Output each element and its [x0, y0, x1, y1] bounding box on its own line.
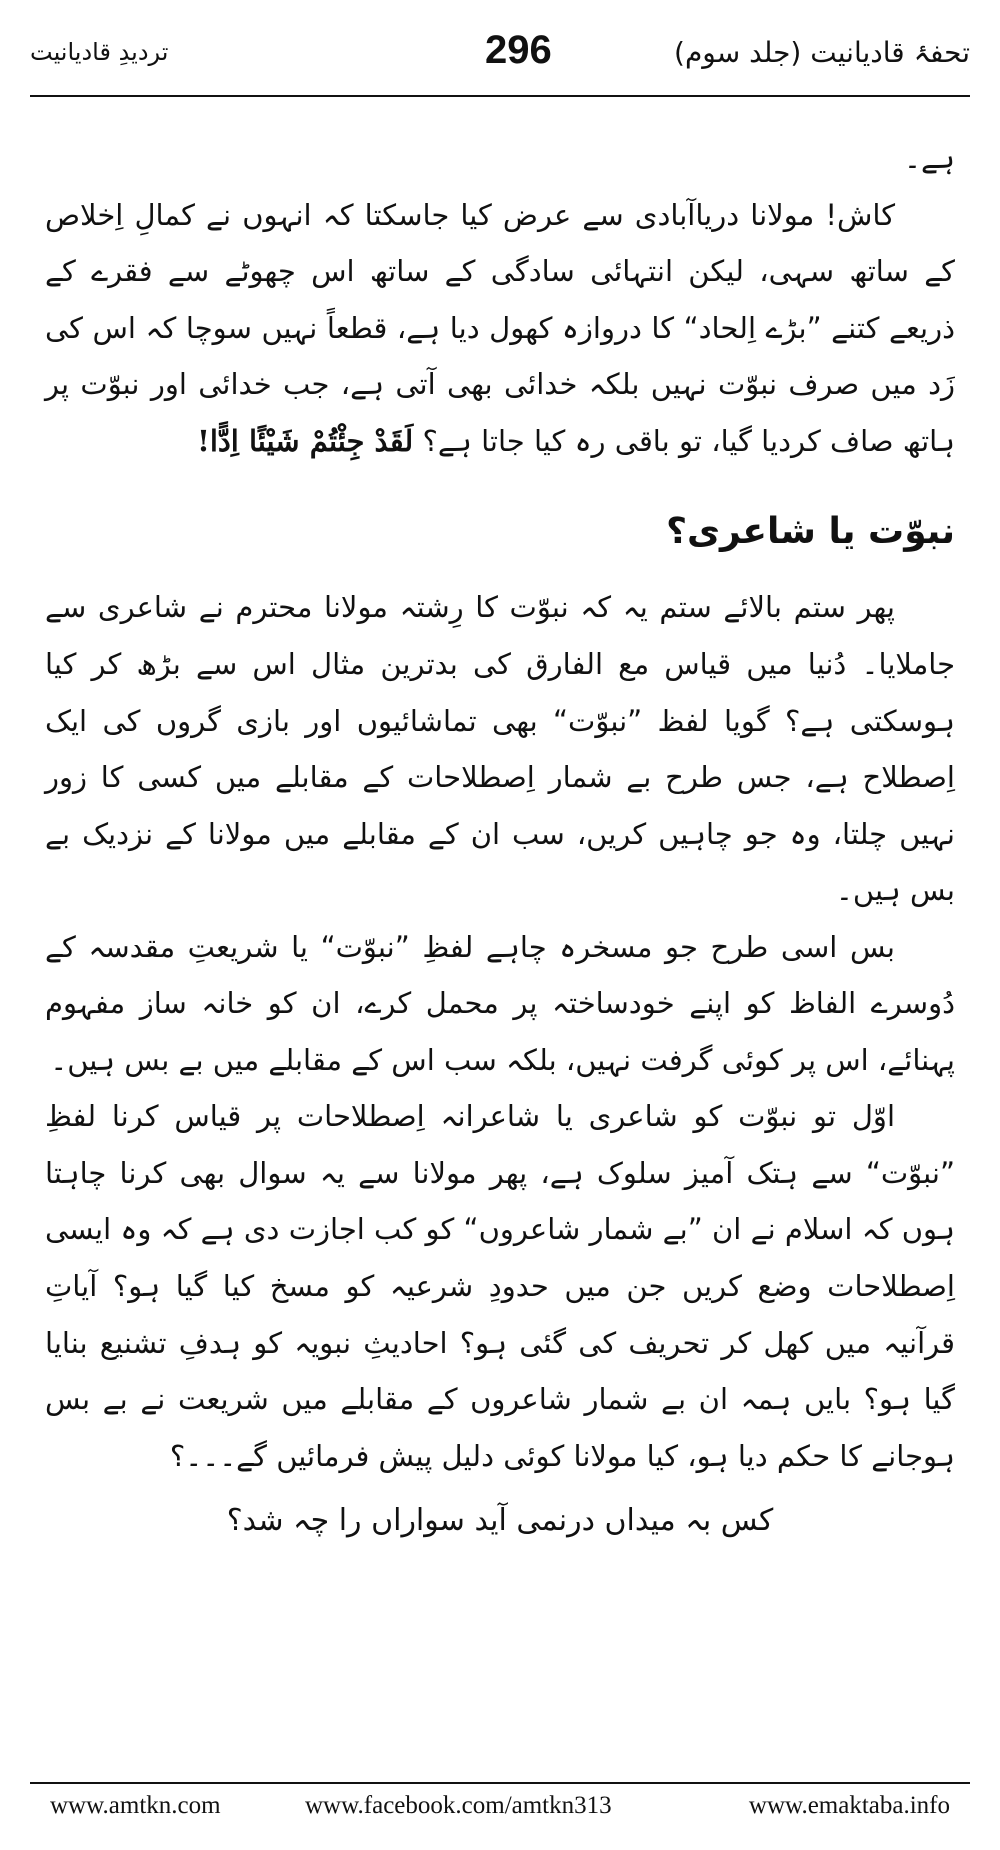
- book-title: تحفۂ قادیانیت (جلد سوم): [674, 36, 970, 69]
- paragraph-1: [45, 187, 955, 470]
- page-header: [30, 28, 970, 88]
- section-title: تردیدِ قادیانیت: [30, 38, 169, 66]
- header-divider: [30, 95, 970, 97]
- paragraph-1-text: کاش! مولانا دریاآبادی سے عرض کیا جاسکتا کہ انہوں نے کمالِ اِخلاص کے ساتھ سہی، لیکن انتہائی سادگی کے ساتھ اس چھوٹے سے فقرے کے ذریعے کتنے ”بڑے اِلحاد“ کا دروازہ کھول دیا ہے، قطعاً نہیں سوچا کہ اس کی زَد میں صرف نبوّت نہیں بلکہ خدائی بھی آتی ہے، جب خدائی اور نبوّت پر ہاتھ صاف کردیا گیا، تو باقی رہ کیا جاتا ہے؟: [45, 197, 955, 458]
- footer-link-amtkn[interactable]: www.amtkn.com: [50, 1792, 221, 1819]
- section-heading: نبوّت یا شاعری؟: [666, 511, 955, 553]
- footer-link-emaktaba[interactable]: www.emaktaba.info: [748, 1792, 950, 1819]
- paragraph-continuation: ہے۔: [904, 141, 955, 175]
- closing-verse: کس بہ میداں درنمی آید سواراں را چہ شد؟: [226, 1503, 774, 1539]
- page-number: 296: [485, 28, 552, 72]
- paragraph-2: پھر ستم بالائے ستم یہ کہ نبوّت کا رِشتہ مولانا محترم نے شاعری سے جاملایا۔ دُنیا میں قیاس مع الفارق کی بدترین مثال اس سے بڑھ کر کیا ہوسکتی ہے؟ گویا لفظ ”نبوّت“ بھی تماشائیوں اور بازی گروں کی ایک اِصطلاح ہے، جس طرح بے شمار اِصطلاحات کے مقابلے میں کسی کا زور نہیں چلتا، وہ جو چاہیں کریں، سب ان کے مقابلے میں مولانا کے نزدیک بے بس ہیں۔: [45, 590, 955, 908]
- quranic-quote: لَقَدْ جِئْتُمْ شَيْئًا اِدًّا!: [197, 423, 414, 458]
- page-footer: [50, 1792, 950, 1832]
- footer-divider: [30, 1782, 970, 1784]
- paragraph-4: اوّل تو نبوّت کو شاعری یا شاعرانہ اِصطلاحات پر قیاس کرنا لفظِ ”نبوّت“ سے ہتک آمیز سلوک ہے، پھر مولانا سے یہ سوال بھی کرنا چاہتا ہوں کہ اسلام نے ان ”بے شمار شاعروں“ کو کب اجازت دی ہے کہ وہ ایسی اِصطلاحات وضع کریں جن میں حدودِ شرعیہ کو مسخ کیا گیا ہو؟ آیاتِ قرآنیہ میں کھل کر تحریف کی گئی ہو؟ احادیثِ نبویہ کو ہدفِ تشنیع بنایا گیا ہو؟ بایں ہمہ ان بے شمار شاعروں کے مقابلے میں شریعت نے بے بس ہوجانے کا حکم دیا ہو، کیا مولانا کوئی دلیل پیش فرمائیں گے۔۔۔؟: [45, 1099, 955, 1473]
- paragraph-3: بس اسی طرح جو مسخرہ چاہے لفظِ ”نبوّت“ یا شریعتِ مقدسہ کے دُوسرے الفاظ کو اپنے خودساختہ پر محمل کرے، ان کو خانہ ساز مفہوم پہنائے، اس پر کوئی گرفت نہیں، بلکہ سب اس کے مقابلے میں بے بس ہیں۔: [45, 929, 955, 1077]
- page-body: [45, 130, 955, 1551]
- footer-link-facebook[interactable]: www.facebook.com/amtkn313: [305, 1792, 612, 1819]
